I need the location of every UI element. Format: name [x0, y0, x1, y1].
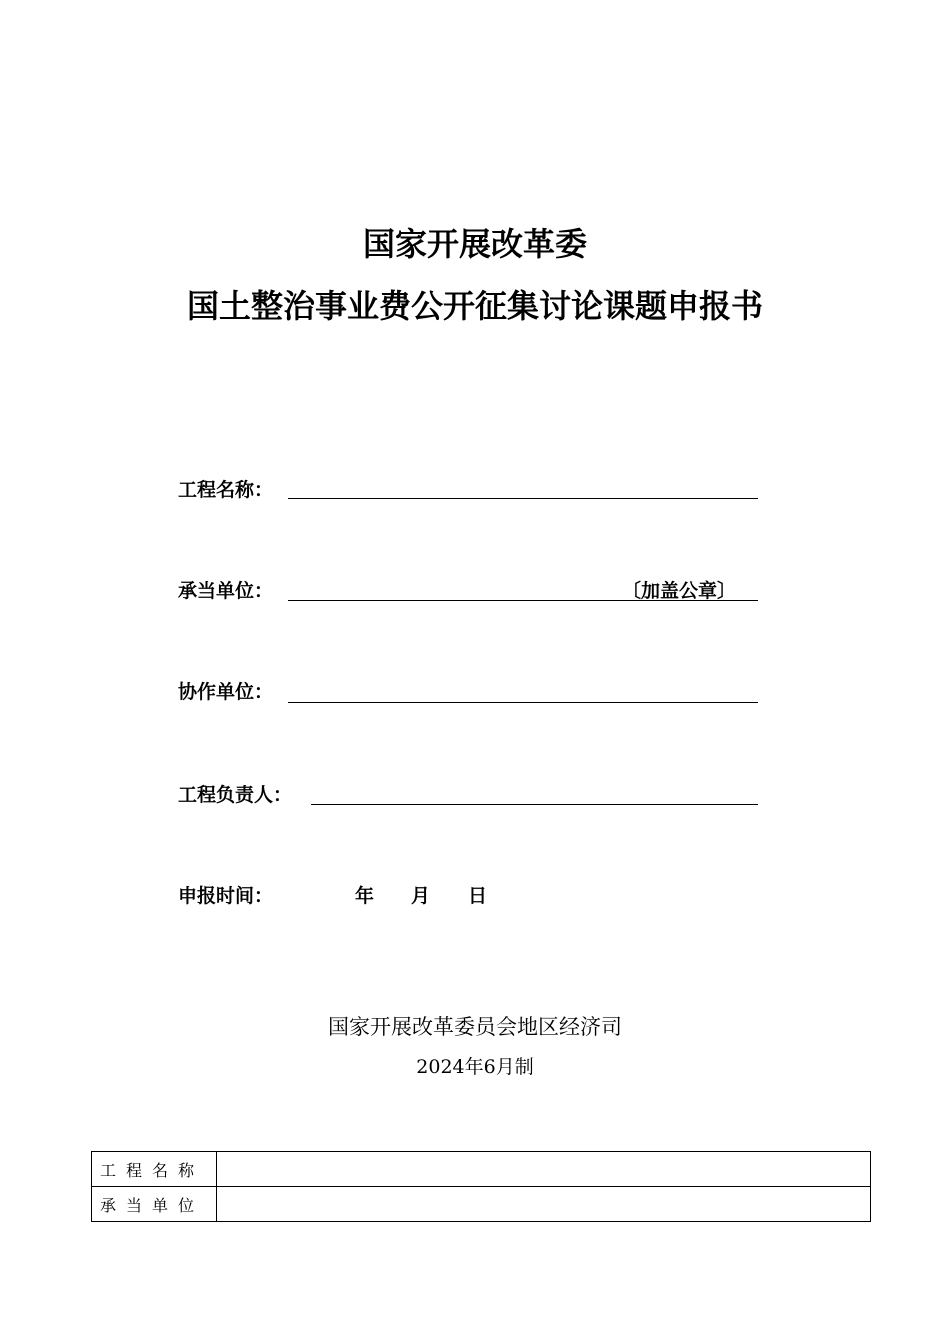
- seal-note: 〔加盖公章〕: [622, 580, 737, 602]
- application-time-label: 申报时间：: [178, 885, 274, 907]
- made-date: 2024年6月制: [416, 1056, 534, 1078]
- table-label-project-name: 工程名称: [92, 1152, 217, 1187]
- cooperating-unit-input-line[interactable]: [288, 702, 758, 703]
- day-label: 日: [468, 885, 488, 907]
- document-title-line1: 国家开展改革委: [362, 225, 587, 263]
- month-label: 月: [411, 885, 431, 907]
- issuer-name: 国家开展改革委员会地区经济司: [328, 1015, 622, 1039]
- undertaking-unit-label: 承当单位：: [178, 580, 274, 602]
- table-label-undertaking-unit: 承当单位: [92, 1187, 217, 1222]
- table-cell-undertaking-unit[interactable]: [217, 1187, 871, 1222]
- project-name-input-line[interactable]: [288, 498, 758, 499]
- project-leader-input-line[interactable]: [311, 804, 758, 805]
- project-leader-label: 工程负责人：: [178, 784, 293, 806]
- year-label: 年: [355, 885, 375, 907]
- document-title-line2: 国土整治事业费公开征集讨论课题申报书: [186, 287, 763, 325]
- table-cell-project-name[interactable]: [217, 1152, 871, 1187]
- info-table: [91, 1151, 871, 1222]
- cooperating-unit-label: 协作单位：: [178, 681, 274, 703]
- table-row: [92, 1187, 871, 1222]
- table-row: [92, 1152, 871, 1187]
- project-name-label: 工程名称：: [178, 479, 274, 501]
